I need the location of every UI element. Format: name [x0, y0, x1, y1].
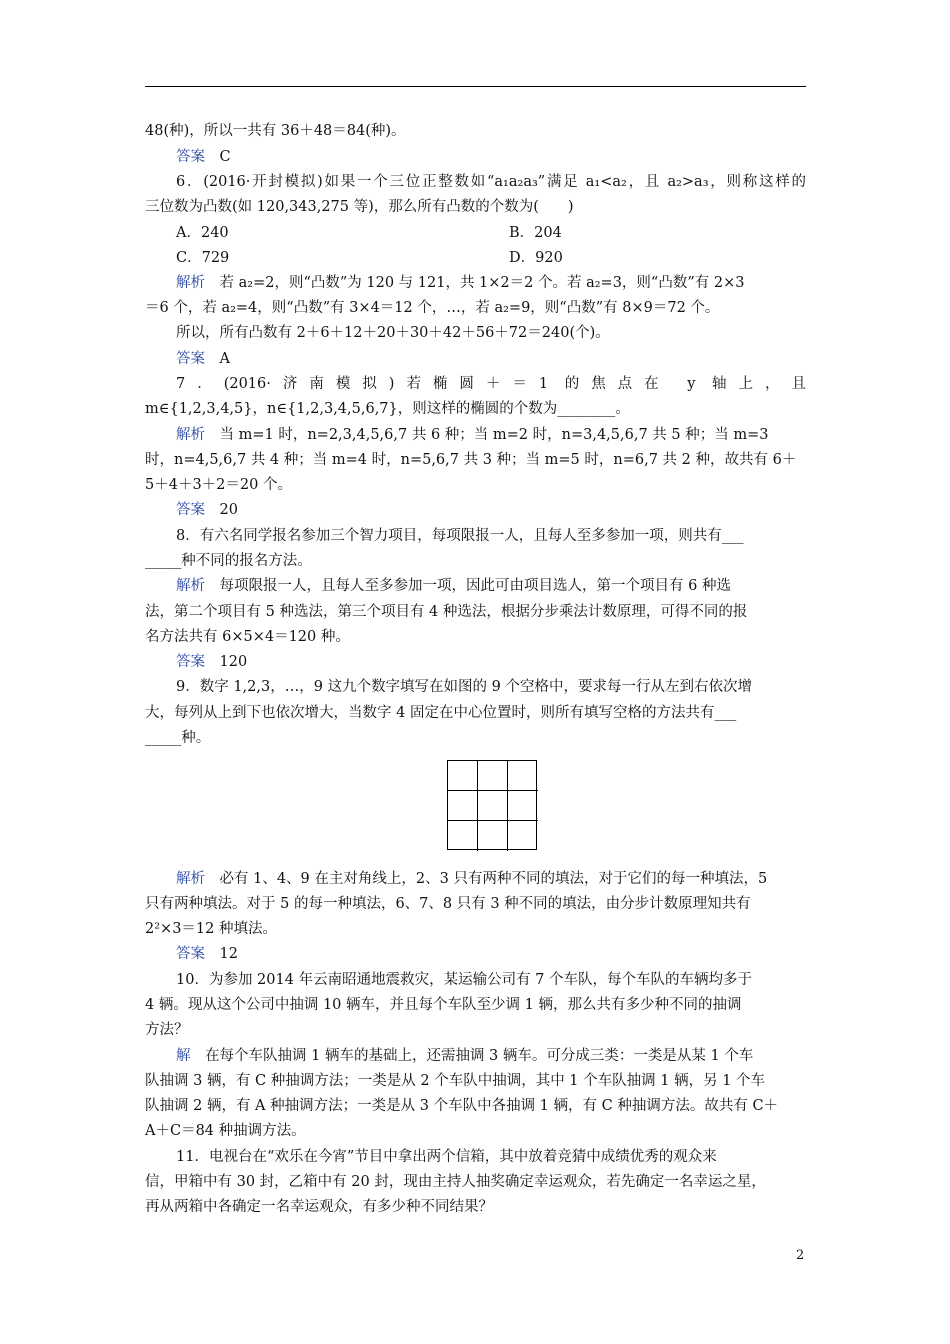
- grid-cell: [478, 761, 508, 791]
- solution-line: ＝6 个，若 a₂=4，则“凸数”有 3×4＝12 个，…，若 a₂=9，则“凸数”有 8×9＝72 个。: [145, 300, 720, 316]
- question-6-line: 三位数为凸数(如 120,343,275 等)，那么所有凸数的个数为( ): [145, 199, 574, 215]
- solution-line: 所以，所有凸数有 2＋6＋12＋20＋30＋42＋56＋72＝240(个)。: [176, 325, 610, 341]
- grid-cell: [478, 821, 508, 851]
- solution-text: 每项限报一人，且每人至多参加一项，因此可由项目选人，第一个项目有 6 种选: [219, 578, 731, 594]
- option-b: B．204: [509, 225, 562, 241]
- question-8-line: _____种不同的报名方法。: [145, 553, 312, 569]
- number-grid: [447, 760, 537, 850]
- solution-label: 解: [176, 1048, 191, 1064]
- solution-text: 若 a₂=2，则“凸数”为 120 与 121，共 1×2＝2 个。若 a₂=3，则“凸数”有 2×3: [219, 275, 745, 291]
- solution-label: 解析: [176, 578, 205, 594]
- solution-line: 队抽调 3 辆，有 C 种抽调方法；一类是从 2 个车队中抽调，其中 1 个车队抽调 1 辆，另 1 个车: [145, 1073, 766, 1089]
- answer-value: C: [219, 149, 231, 165]
- solution-text: 当 m=1 时，n=2,3,4,5,6,7 共 6 种；当 m=2 时，n=3,4,5,6,7 共 5 种；当 m=3: [219, 427, 769, 443]
- solution-label: 解析: [176, 427, 205, 443]
- solution-label: 解析: [176, 871, 205, 887]
- answer-value: 120: [219, 654, 248, 670]
- question-7-line: 7．(2016·济南模拟)若椭圆＋＝1 的焦点在 y 轴上，且: [176, 376, 806, 392]
- solution-line: 名方法共有 6×5×4＝120 种。: [145, 629, 350, 645]
- answer-label: 答案: [176, 654, 205, 670]
- grid-cell: [508, 821, 538, 851]
- grid-center-cell: [478, 791, 508, 821]
- answer-value: 12: [219, 946, 238, 962]
- solution-line: 5＋4＋3＋2＝20 个。: [145, 477, 292, 493]
- solution-line: 2²×3＝12 种填法。: [145, 921, 277, 937]
- answer-line: [176, 945, 806, 963]
- grid-cell: [448, 821, 478, 851]
- option-d: D．920: [509, 250, 563, 266]
- question-11-line: 信，甲箱中有 30 封，乙箱中有 20 封，现由主持人抽奖确定幸运观众，若先确定一名幸运之星，: [145, 1174, 766, 1190]
- solution-line: [176, 1047, 806, 1065]
- option-a: A．240: [176, 225, 229, 241]
- solution-line: 时，n=4,5,6,7 共 4 种；当 m=4 时，n=5,6,7 共 3 种；当 m=5 时，n=6,7 共 2 种，故共有 6＋: [145, 452, 797, 468]
- option-c: C．729: [176, 250, 230, 266]
- solution-line: [176, 274, 806, 292]
- grid-cell: [448, 791, 478, 821]
- page-number: 2: [796, 1248, 805, 1263]
- answer-value: A: [219, 351, 230, 367]
- text-line: 48(种)，所以一共有 36＋48＝84(种)。: [145, 123, 406, 139]
- answer-line: [176, 148, 806, 166]
- answer-line: [176, 350, 806, 368]
- question-8-line: 8．有六名同学报名参加三个智力项目，每项限报一人，且每人至多参加一项，则共有___: [176, 528, 744, 544]
- answer-value: 20: [219, 502, 238, 518]
- question-10-line: 10．为参加 2014 年云南昭通地震救灾，某运输公司有 7 个车队，每个车队的车辆均多于: [176, 972, 753, 988]
- header-rule: [145, 86, 806, 87]
- grid-cell: [508, 761, 538, 791]
- solution-line: 只有两种填法。对于 5 的每一种填法，6、7、8 只有 3 种不同的填法，由分步计数原理知共有: [145, 896, 751, 912]
- question-11-line: 再从两箱中各确定一名幸运观众，有多少种不同结果？: [145, 1199, 493, 1215]
- answer-line: [176, 501, 806, 519]
- question-7-line: m∈{1,2,3,4,5}，n∈{1,2,3,4,5,6,7}，则这样的椭圆的个数为________。: [145, 401, 630, 417]
- question-6-line: 6．(2016·开封模拟)如果一个三位正整数如“a₁a₂a₃”满足 a₁<a₂，且 a₂>a₃，则称这样的: [176, 174, 806, 190]
- solution-label: 解析: [176, 275, 205, 291]
- question-10-line: 4 辆。现从这个公司中抽调 10 辆车，并且每个车队至少调 1 辆，那么共有多少种不同的抽调: [145, 997, 742, 1013]
- solution-line: [176, 577, 806, 595]
- solution-line: 法，第二个项目有 5 种选法，第三个项目有 4 种选法，根据分步乘法计数原理，可得不同的报: [145, 604, 748, 620]
- answer-label: 答案: [176, 149, 205, 165]
- question-10-line: 方法？: [145, 1022, 189, 1038]
- grid-cell: [508, 791, 538, 821]
- solution-line: 队抽调 2 辆，有 A 种抽调方法；一类是从 3 个车队中各抽调 1 辆，有 C 种抽调方法。故共有 C＋: [145, 1098, 779, 1114]
- solution-line: [176, 426, 806, 444]
- grid-cell: [448, 761, 478, 791]
- question-9-line: 大，每列从上到下也依次增大，当数字 4 固定在中心位置时，则所有填写空格的方法共有___: [145, 705, 737, 721]
- solution-text: 在每个车队抽调 1 辆车的基础上，还需抽调 3 辆车。可分成三类：一类是从某 1 个车: [205, 1048, 754, 1064]
- solution-line: A＋C＝84 种抽调方法。: [145, 1123, 306, 1139]
- question-9-line: 9．数字 1,2,3，…，9 这九个数字填写在如图的 9 个空格中，要求每一行从左到右依次增: [176, 679, 753, 695]
- answer-label: 答案: [176, 351, 205, 367]
- question-9-line: _____种。: [145, 730, 211, 746]
- solution-text: 必有 1、4、9 在主对角线上，2、3 只有两种不同的填法，对于它们的每一种填法，5: [219, 871, 768, 887]
- question-11-line: 11．电视台在“欢乐在今宵”节目中拿出两个信箱，其中放着竞猜中成绩优秀的观众来: [176, 1149, 717, 1165]
- answer-label: 答案: [176, 502, 205, 518]
- solution-line: [176, 870, 806, 888]
- answer-line: [176, 653, 806, 671]
- answer-label: 答案: [176, 946, 205, 962]
